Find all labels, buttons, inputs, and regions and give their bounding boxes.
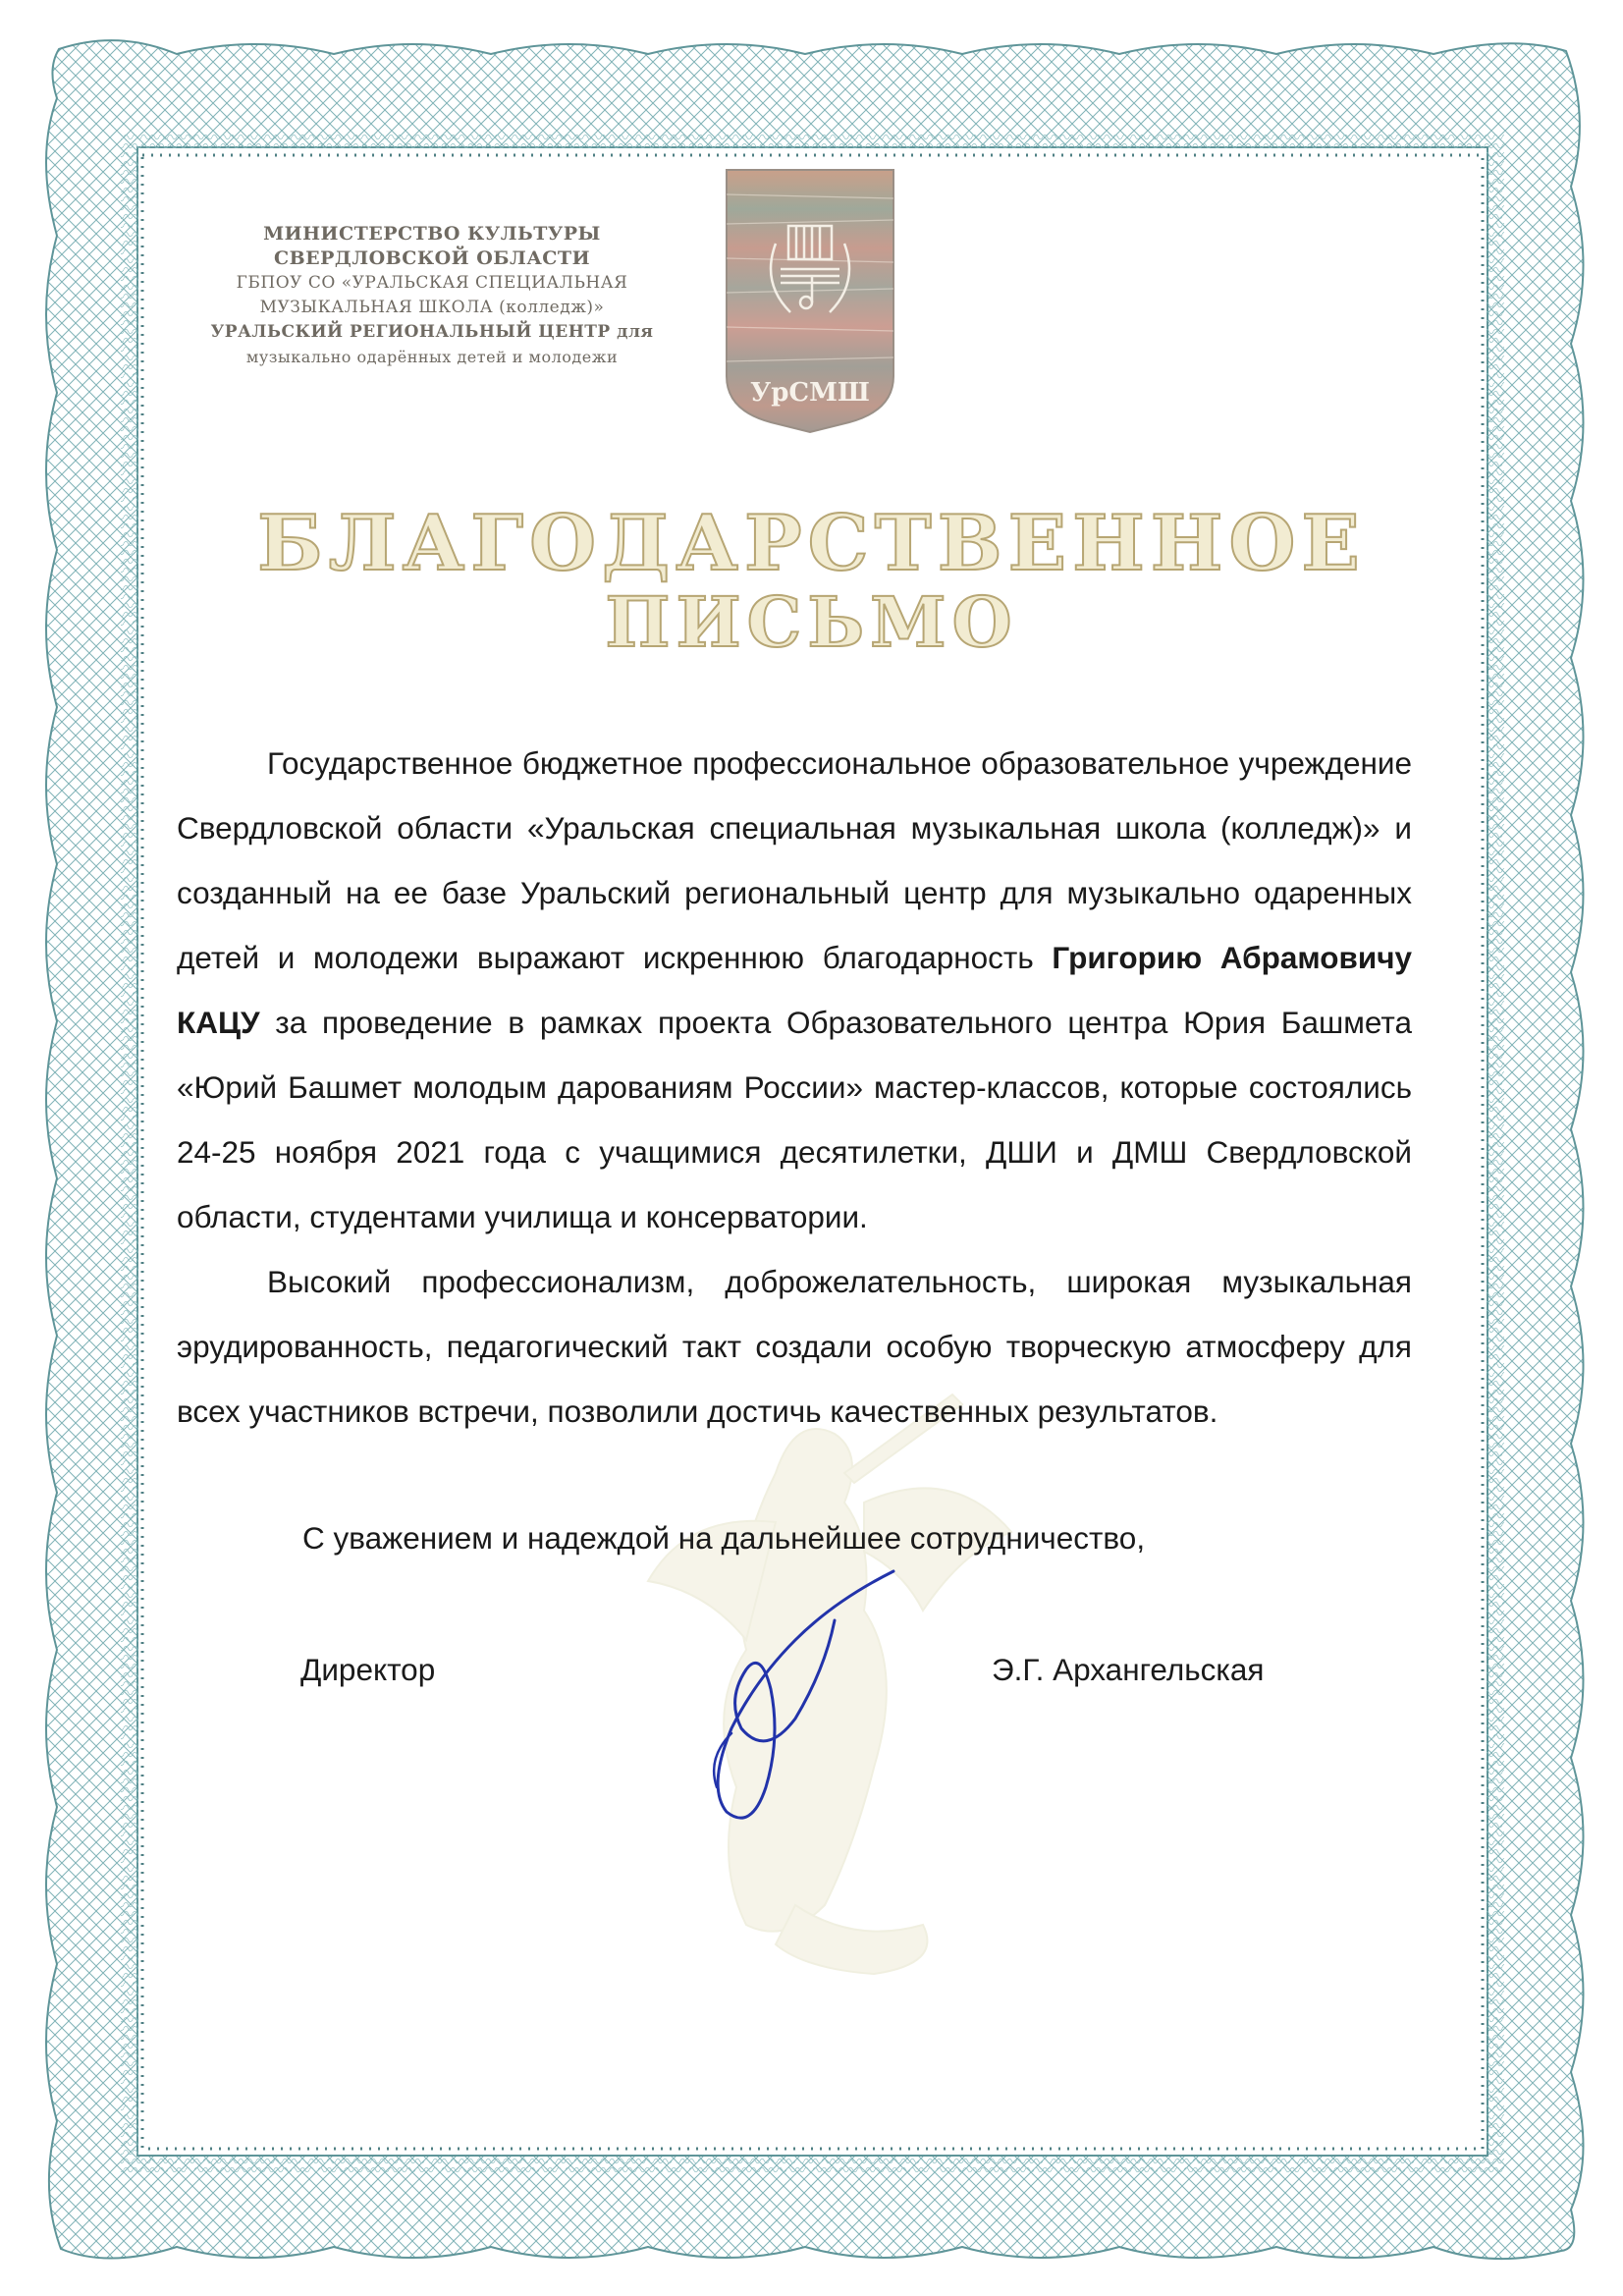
school-emblem <box>722 165 898 435</box>
document-title-line-2: ПИСЬМО <box>605 581 1018 663</box>
body-paragraph-1-rest: за проведение в рамках проекта Образовательного центра Юрия Башмета «Юрий Башмет молодым дарованиям России» мастер-классов, которые состоялись 24-25 ноября 2021 года с учащимися десятилетки, ДШИ и ДМШ Свердловской области, студентами училища и консерватории. <box>177 1005 1412 1234</box>
school-line-2: МУЗЫКАЛЬНАЯ ШКОЛА (колледж)» <box>259 298 605 317</box>
handwritten-signature <box>687 1561 903 1836</box>
center-line-2: музыкально одарённых детей и молодежи <box>245 348 619 366</box>
body-paragraph-1 <box>177 731 1412 1249</box>
recipient-name: Григорию Абрамовичу КАЦУ <box>177 940 1412 1040</box>
organization-header <box>177 222 687 369</box>
letter-body <box>177 731 1412 1444</box>
ministry-line-1: МИНИСТЕРСТВО КУЛЬТУРЫ <box>263 223 601 245</box>
signer-position: Директор <box>300 1652 436 1687</box>
body-paragraph-1-intro: Государственное бюджетное профессиональное образовательное учреждение Свердловской области «Уральская специальная музыкальная школа (колледж)» и созданный на ее базе Уральский региональный центр для музыкально одаренных детей и молодежи выражают искреннюю благодарность <box>177 745 1412 975</box>
center-line-1: УРАЛЬСКИЙ РЕГИОНАЛЬНЫЙ ЦЕНТР для <box>210 322 654 342</box>
emblem-label: УрСМШ <box>750 378 870 408</box>
closing-phrase: С уважением и надеждой на дальнейшее сотрудничество, <box>302 1520 1146 1556</box>
document-title-line-1: БЛАГОДАРСТВЕННОЕ <box>257 499 1366 588</box>
signer-name: Э.Г. Архангельская <box>992 1652 1265 1687</box>
body-paragraph-2: Высокий профессионализм, доброжелательность, широкая музыкальная эрудированность, педагогический такт создали особую творческую атмосферу для всех участников встречи, позволили достичь качественных результатов. <box>177 1264 1412 1429</box>
school-line-1: ГБПОУ СО «УРАЛЬСКАЯ СПЕЦИАЛЬНАЯ <box>236 273 628 293</box>
ministry-line-2: СВЕРДЛОВСКОЙ ОБЛАСТИ <box>273 247 591 269</box>
